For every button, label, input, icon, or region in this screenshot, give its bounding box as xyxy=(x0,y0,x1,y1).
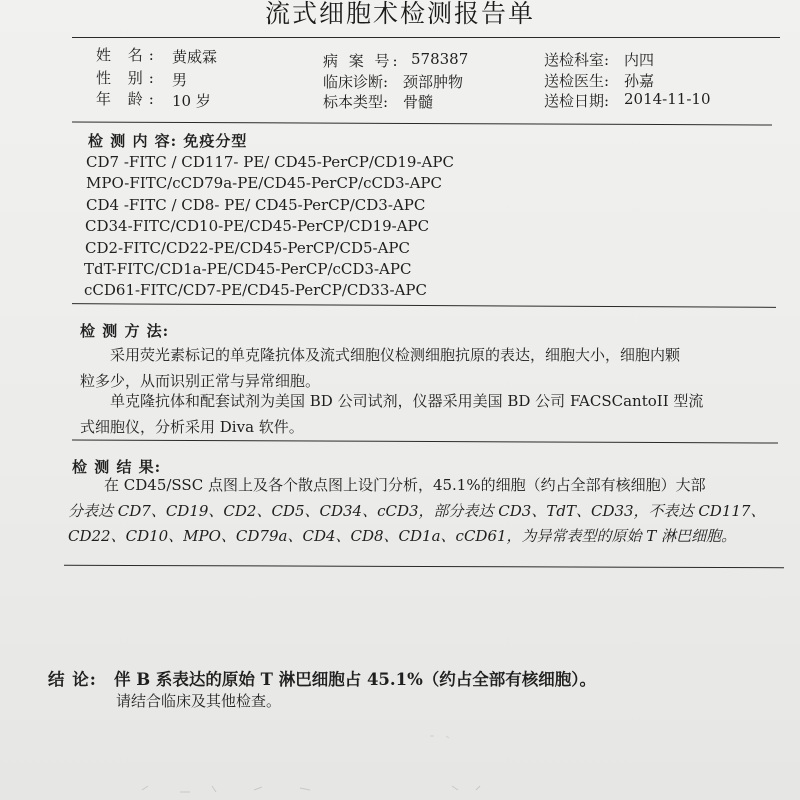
patient-name: 黄威霖 xyxy=(172,48,218,66)
name-label: 姓 名: xyxy=(96,46,160,64)
report-title: 流式细胞术检测报告单 xyxy=(264,0,535,28)
method-line: 单克隆抗体和配套试剂为美国 BD 公司试剂，仪器采用美国 BD 公司 FACSCantoII 型流 xyxy=(110,392,704,410)
conclusion-text: 伴 B 系表达的原始 T 淋巴细胞占 45.1%（约占全部有核细胞）。 xyxy=(114,670,597,689)
method-paragraph-2 xyxy=(80,388,780,440)
content-heading: 检 测 内 容: 免疫分型 xyxy=(88,132,248,150)
results-paragraph xyxy=(68,473,788,550)
clinical-diagnosis: 颈部肿物 xyxy=(403,73,464,91)
rule-after-content xyxy=(72,303,776,308)
antibody-panel: CD2-FITC/CD22-PE/CD45-PerCP/CD5-APC xyxy=(85,238,411,257)
referring-dept: 内四 xyxy=(624,51,655,69)
sex-label: 性 别: xyxy=(96,69,160,87)
conclusion-note: 请结合临床及其他检查。 xyxy=(116,692,282,710)
specimen-label: 标本类型: xyxy=(323,93,389,111)
antibody-panel: cCD61-FITC/CD7-PE/CD45-PerCP/CD33-APC xyxy=(84,281,427,300)
antibody-panel-list xyxy=(86,152,454,302)
date-label: 送检日期: xyxy=(544,92,610,110)
case-no: 578387 xyxy=(411,50,469,68)
results-line: 在 CD45/SSC 点图上及各个散点图上设门分析，45.1%的细胞（约占全部有核细胞）大部 xyxy=(104,476,706,494)
age-label: 年 龄: xyxy=(96,90,160,108)
dept-label: 送检科室: xyxy=(544,51,610,69)
case-no-label: 病 案 号: xyxy=(323,52,401,70)
patient-sex: 男 xyxy=(172,71,188,89)
results-heading: 检 测 结 果: xyxy=(72,458,162,476)
specimen-type: 骨髓 xyxy=(403,93,434,111)
rule-after-results xyxy=(64,565,784,569)
results-line: CD22、CD10、MPO、CD79a、CD4、CD8、CD1a、cCD61，为异常表型的原始 T 淋巴细胞。 xyxy=(68,527,737,545)
rule-after-header xyxy=(72,121,772,125)
antibody-panel: CD34-FITC/CD10-PE/CD45-PerCP/CD19-APC xyxy=(85,217,430,236)
antibody-panel: CD4 -FITC / CD8- PE/ CD45-PerCP/CD3-APC xyxy=(86,195,426,214)
header-top-rule xyxy=(72,37,780,38)
referring-doctor: 孙嘉 xyxy=(624,72,655,90)
method-line: 粒多少，从而识别正常与异常细胞。 xyxy=(80,372,321,390)
antibody-panel: TdT-FITC/CD1a-PE/CD45-PerCP/cCD3-APC xyxy=(84,260,412,279)
antibody-panel: CD7 -FITC / CD117- PE/ CD45-PerCP/CD19-APC xyxy=(86,153,454,171)
method-line: 采用荧光素标记的单克隆抗体及流式细胞仪检测细胞抗原的表达，细胞大小，细胞内颗 xyxy=(110,346,681,364)
method-paragraph-1 xyxy=(80,342,780,394)
results-line: 分表达 CD7、CD19、CD2、CD5、CD34、cCD3，部分表达 CD3、TdT、CD33，不表达 CD117、 xyxy=(68,501,766,520)
method-line: 式细胞仪，分析采用 Diva 软件。 xyxy=(80,418,304,436)
rule-after-method xyxy=(72,439,778,443)
submission-date: 2014-11-10 xyxy=(624,90,711,108)
conclusion-label: 结 论: xyxy=(48,670,97,689)
antibody-panel: MPO-FITC/cCD79a-PE/CD45-PerCP/cCD3-APC xyxy=(86,174,443,193)
method-heading: 检 测 方 法: xyxy=(80,322,170,340)
patient-age: 10 岁 xyxy=(172,92,211,110)
diagnosis-label: 临床诊断: xyxy=(323,73,389,91)
doctor-label: 送检医生: xyxy=(544,72,610,90)
